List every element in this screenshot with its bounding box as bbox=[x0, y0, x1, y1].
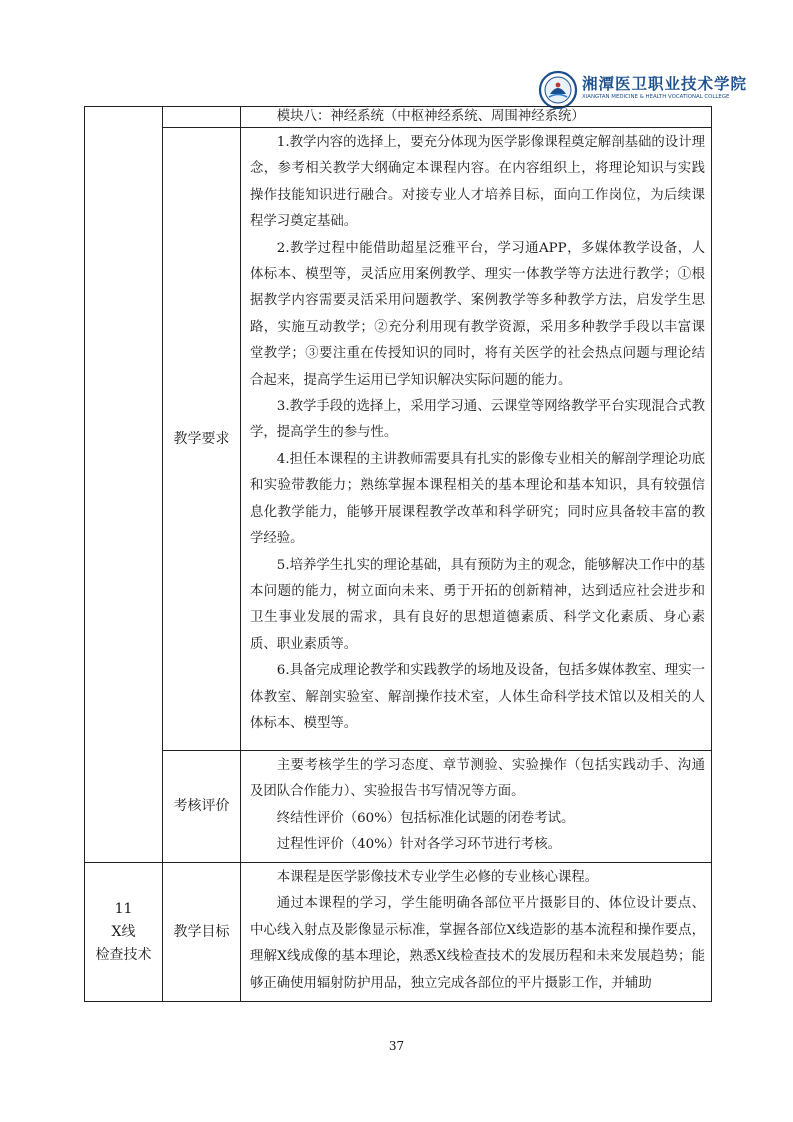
requirements-para-2: 2.教学过程中能借助超星泛雅平台，学习通APP，多媒体教学设备，人体标本、模型等，灵活应用案例教学、理实一体教学等方法进行教学；①根据教学内容需要灵活采用问题教学、案例教学等多种教学方法，启发学生思路，实施互动教学；②充分利用现有教学资源，采用多种教学手段以丰富课堂教学；③要注重在传授知识的同时，将有关医学的社会热点问题与理论结合起来，提高学生运用已学知识解决实际问题的能力。 bbox=[250, 240, 705, 388]
table-row bbox=[85, 863, 712, 1002]
empty-course-cell bbox=[85, 107, 163, 863]
logo-chinese-name: 湘潭医卫职业技术学院 bbox=[582, 74, 748, 93]
objectives-para-2: 通过本课程的学习，学生能明确各部位平片摄影目的、体位设计要点、中心线入射点及影像显示标准，掌握各部位X线造影的基本流程和操作要点，理解X线成像的基本理论，熟悉X线检查技术的发展历程和未来发展趋势；能够正确使用辐射防护用品，独立完成各部位的平片摄影工作，并辅助 bbox=[250, 896, 705, 991]
table-row bbox=[85, 128, 712, 751]
college-logo bbox=[538, 70, 748, 110]
course-number: 11 bbox=[114, 900, 133, 917]
assessment-label: 考核评价 bbox=[163, 751, 241, 863]
course-name-line-1: X线 bbox=[111, 923, 136, 940]
requirements-cell bbox=[241, 128, 712, 751]
course-name-line-2: 检查技术 bbox=[95, 946, 152, 963]
assessment-para-3: 过程性评价（40%）针对各学习环节进行考核。 bbox=[276, 837, 561, 853]
requirements-para-4: 4.担任本课程的主讲教师需要具有扎实的影像专业相关的解剖学理论功底和实验带教能力；熟练掌握本课程相关的基本理论和基本知识，具有较强信息化教学能力，能够开展课程教学改革和科学研究；同时应具备较丰富的教学经验。 bbox=[250, 451, 705, 547]
requirements-para-5: 5.培养学生扎实的理论基础，具有预防为主的观念，能够解决工作中的基本问题的能力，树立面向未来、勇于开拓的创新精神，达到适应社会进步和卫生事业发展的需求，具有良好的思想道德素质、科学文化素质、身心素质、职业素质等。 bbox=[250, 557, 705, 652]
table-row bbox=[85, 751, 712, 863]
requirements-para-1: 1.教学内容的选择上，要充分体现为医学影像课程奠定解剖基础的设计理念，参考相关教学大纲确定本课程内容。在内容组织上，将理论知识与实践操作技能知识进行融合。对接专业人才培养目标，面向工作岗位，为后续课程学习奠定基础。 bbox=[250, 135, 705, 230]
assessment-para-2: 终结性评价（60%）包括标准化试题的闭卷考试。 bbox=[276, 810, 575, 826]
empty-label-cell bbox=[163, 107, 241, 128]
module8-text: 模块八：神经系统（中枢神经系统、周围神经系统） bbox=[276, 109, 585, 124]
course-11-cell bbox=[85, 863, 163, 1002]
objectives-label: 教学目标 bbox=[163, 863, 241, 1002]
objectives-cell bbox=[241, 863, 712, 1002]
table-row bbox=[85, 107, 712, 128]
objectives-para-1: 本课程是医学影像技术专业学生必修的专业核心课程。 bbox=[276, 870, 599, 885]
college-emblem-icon bbox=[538, 70, 578, 110]
module8-cell bbox=[241, 107, 712, 128]
assessment-para-1: 主要考核学生的学习态度、章节测验、实验操作（包括实践动手、沟通及团队合作能力）、实验报告书写情况等方面。 bbox=[250, 758, 705, 800]
page-number: 37 bbox=[388, 1039, 405, 1053]
logo-english-name: XIANGTAN MEDICINE & HEALTH VOCATIONAL COLLEGE bbox=[582, 94, 730, 100]
requirements-para-3: 3.教学手段的选择上，采用学习通、云课堂等网络教学平台实现混合式教学，提高学生的参与性。 bbox=[250, 399, 705, 441]
requirements-label: 教学要求 bbox=[163, 128, 241, 751]
assessment-cell bbox=[241, 751, 712, 863]
requirements-para-6: 6.具备完成理论教学和实践教学的场地及设备，包括多媒体教室、理实一体教室、解剖实验室、解剖操作技术室，人体生命科学技术馆以及相关的人体标本、模型等。 bbox=[250, 663, 705, 731]
course-table bbox=[84, 106, 712, 1002]
